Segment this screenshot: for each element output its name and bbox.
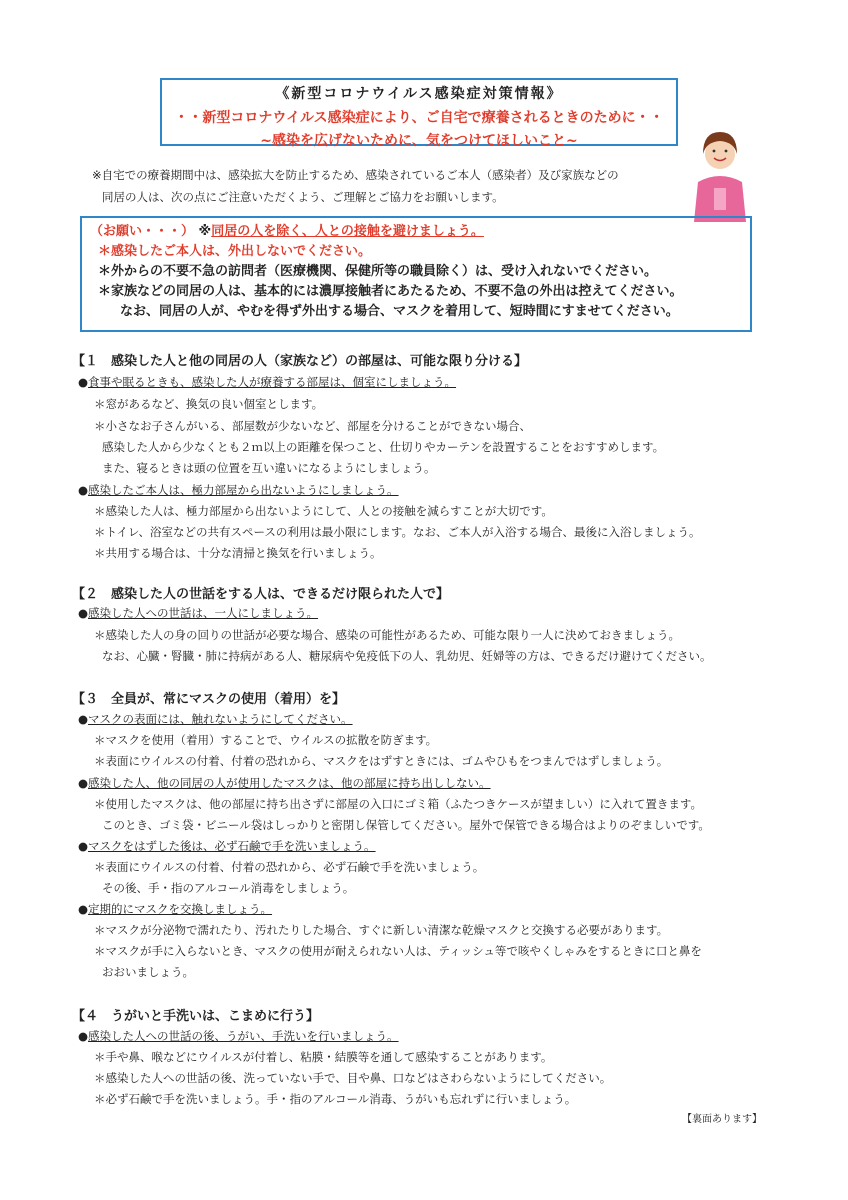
request-mark: ※ <box>198 224 212 239</box>
section-3-bullet-4: ●定期的にマスクを交換しましょう。 <box>78 902 273 916</box>
request-line-3: ＊家族などの同居の人は、基本的には濃厚接触者にあたるため、不要不急の外出は控えてください。 <box>98 284 683 299</box>
section-3-line: その後、手・指のアルコール消毒をしましょう。 <box>102 881 355 895</box>
section-3-bullet-1: ●マスクの表面には、触れないようにしてください。 <box>78 712 353 726</box>
section-1-line: また、寝るときは頭の位置を互い違いになるようにしましょう。 <box>102 461 436 475</box>
section-1-line: ＊窓があるなど、換気の良い個室とします。 <box>94 397 324 411</box>
section-3-heading: 【３ 全員が、常にマスクの使用（着用）を】 <box>72 692 346 707</box>
section-3-line: ＊マスクが分泌物で濡れたり、汚れたりした場合、すぐに新しい清潔な乾燥マスクと交換する必要があります。 <box>94 923 669 937</box>
section-4-heading: 【４ うがいと手洗いは、こまめに行う】 <box>72 1009 320 1024</box>
section-3-line: ＊使用したマスクは、他の部屋に持ち出さずに部屋の入口にゴミ箱（ふたつきケースが望ましい）に入れて置きます。 <box>94 797 702 811</box>
section-4-line: ＊手や鼻、喉などにウイルスが付着し、粘膜・結膜等を通して感染することがあります。 <box>94 1050 553 1064</box>
section-3-line: ＊マスクが手に入らないとき、マスクの使用が耐えられない人は、ティッシュ等で咳やくしゃみをするときに口と鼻を <box>94 944 702 958</box>
request-prefix: （お願い・・・） <box>90 224 195 239</box>
section-4-bullet-1: ●感染した人への世話の後、うがい、手洗いを行いましょう。 <box>78 1029 399 1043</box>
section-1-line: 感染した人から少なくとも２ｍ以上の距離を保つこと、仕切りやカーテンを設置することをおすすめします。 <box>102 440 665 454</box>
section-1-line: ＊小さなお子さんがいる、部屋数が少ないなど、部屋を分けることができない場合、 <box>94 419 531 433</box>
section-2-heading: 【２ 感染した人の世話をする人は、できるだけ限られた人で】 <box>72 587 450 602</box>
page-title: 《新型コロナウイルス感染症対策情報》 <box>275 86 563 102</box>
request-line-2: ＊外からの不要不急の訪問者（医療機関、保健所等の職員除く）は、受け入れないでください。 <box>98 264 658 279</box>
section-1-bullet-1: ●食事や眠るときも、感染した人が療養する部屋は、個室にしましょう。 <box>78 375 457 389</box>
section-3-line: ＊表面にウイルスの付着、付着の恐れから、マスクをはずすときには、ゴムやひもをつまんではずしましょう。 <box>94 754 669 768</box>
section-1-heading: 【１ 感染した人と他の同居の人（家族など）の部屋は、可能な限り分ける】 <box>72 354 528 369</box>
section-4-line: ＊感染した人への世話の後、洗っていない手で、目や鼻、口などはさわらないようにしてください。 <box>94 1071 612 1085</box>
section-2-bullet-1: ●感染した人への世話は、一人にしましょう。 <box>78 606 319 620</box>
page-tagline: ~感染を広げないために、気をつけてほしいこと~ <box>260 133 578 149</box>
section-2-line: ＊感染した人の身の回りの世話が必要な場合、感染の可能性があるため、可能な限り一人に決めておきましょう。 <box>94 628 681 642</box>
section-3-bullet-2: ●感染した人、他の同居の人が使用したマスクは、他の部屋に持ち出ししない。 <box>78 776 491 790</box>
page-subtitle: ・・新型コロナウイルス感染症により、ご自宅で療養されるときのために・・ <box>174 110 664 126</box>
request-line-1: ＊感染したご本人は、外出しないでください。 <box>98 244 372 259</box>
section-2-line: なお、心臓・腎臓・肺に持病がある人、糖尿病や免疫低下の人、乳幼児、妊婦等の方は、できるだけ避けてください。 <box>102 649 712 663</box>
nurse-illustration <box>690 122 750 222</box>
section-1-line: ＊感染した人は、極力部屋から出ないようにして、人との接触を減らすことが大切です。 <box>94 504 553 518</box>
request-line-4: なお、同居の人が、やむを得ず外出する場合、マスクを着用して、短時間にすませてください。 <box>120 304 679 319</box>
section-3-line: このとき、ゴミ袋・ビニール袋はしっかりと密閉し保管してください。屋外で保管できる場合はよりのぞましいです。 <box>102 818 710 832</box>
intro-line-2: 同居の人は、次の点にご注意いただくよう、ご理解とご協力をお願いします。 <box>102 190 504 204</box>
section-1-line: ＊共用する場合は、十分な清掃と換気を行いましょう。 <box>94 546 382 560</box>
section-1-bullet-2: ●感染したご本人は、極力部屋から出ないようにしましょう。 <box>78 483 399 497</box>
section-3-bullet-3: ●マスクをはずした後は、必ず石鹸で手を洗いましょう。 <box>78 839 376 853</box>
intro-note <box>92 164 692 208</box>
title-box <box>160 78 678 149</box>
section-3-line: おおいましょう。 <box>102 965 194 979</box>
section-4-line: ＊必ず石鹸で手を洗いましょう。手・指のアルコール消毒、うがいも忘れずに行いましょう。 <box>94 1092 577 1106</box>
section-3-line: ＊マスクを使用（着用）することで、ウイルスの拡散を防ぎます。 <box>94 733 438 747</box>
request-headline: 同居の人を除く、人との接触を避けましょう。 <box>211 224 484 239</box>
intro-line-1: ※自宅での療養期間中は、感染拡大を防止するため、感染されているご本人（感染者）及び家族などの <box>92 168 619 182</box>
section-3-line: ＊表面にウイルスの付着、付着の恐れから、必ず石鹸で手を洗いましょう。 <box>94 860 485 874</box>
back-page-note: 【裏面あります】 <box>682 1114 762 1125</box>
request-text <box>90 222 682 322</box>
section-1-line: ＊トイレ、浴室などの共有スペースの利用は最小限にします。なお、ご本人が入浴する場合、最後に入浴しましょう。 <box>94 525 701 539</box>
